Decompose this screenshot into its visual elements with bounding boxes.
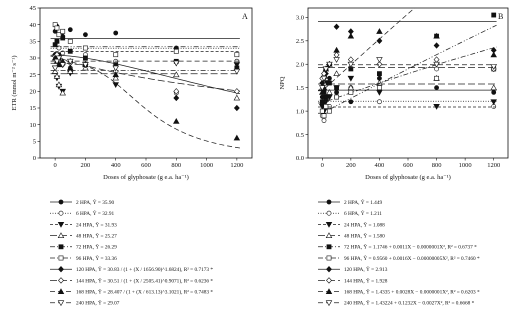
data-point xyxy=(55,26,59,30)
y-axis-label: ETR (mmol m⁻² s⁻¹) xyxy=(11,55,18,111)
data-point xyxy=(61,29,65,33)
data-point xyxy=(492,90,496,94)
y-tick-label: 0.0 xyxy=(295,155,304,163)
x-tick-label: 800 xyxy=(171,162,182,169)
x-axis-label: Doses of glyphosate (g e.a. ha⁻¹) xyxy=(365,174,451,181)
data-point xyxy=(327,81,331,85)
panel-label: A xyxy=(242,12,248,21)
legend-entry: 2 HPA, Ŷ = 1.449 xyxy=(344,199,383,206)
legend-entry: 24 HPA, Ŷ = 31.93 xyxy=(76,222,117,229)
data-point xyxy=(114,31,118,35)
data-point xyxy=(55,39,59,43)
x-tick-label: 1200 xyxy=(487,162,501,169)
x-tick-label: 800 xyxy=(431,162,442,169)
data-point xyxy=(322,114,326,118)
legend-entry: 144 HPA, Ŷ = 30.51 / (1 + (X / 2505.41)^0.9071), R² = 0.6236 * xyxy=(76,278,214,285)
x-tick-label: 600 xyxy=(141,162,151,169)
x-tick-label: 0 xyxy=(53,162,57,169)
data-point xyxy=(83,33,87,37)
legend-marker xyxy=(59,200,63,204)
data-point xyxy=(68,28,72,32)
legend-entry: 168 HPA, Ŷ = 1.4335 + 0.0028X − 0.0000001X², R² = 0.6203 * xyxy=(344,289,480,296)
y-axis-label: NPQ xyxy=(279,76,286,90)
legend-entry: 24 HPA, Ŷ = 1.088 xyxy=(344,222,385,229)
y-tick-label: 5 xyxy=(32,138,36,146)
legend-entry: 2 HPA, Ŷ = 35.90 xyxy=(76,199,115,206)
legend-entry: 168 HPA, Ŷ = 28.407 / (1 + (X / 613.13)^3.1021), R² = 0.7483 * xyxy=(76,289,214,296)
x-tick-label: 1000 xyxy=(200,162,214,169)
y-tick-label: 0 xyxy=(32,155,36,163)
data-point xyxy=(492,13,496,17)
y-tick-label: 20 xyxy=(29,88,36,96)
x-tick-label: 1000 xyxy=(458,162,472,169)
data-point xyxy=(377,100,381,104)
y-tick-label: 15 xyxy=(29,105,36,113)
legend-marker xyxy=(59,211,63,215)
legend-marker xyxy=(327,256,331,260)
legend-entry: 120 HPA, Ŷ = 30.83 / (1 + (X / 1656.90)^1.6824), R² = 0.7173 * xyxy=(76,267,214,274)
y-tick-label: 45 xyxy=(29,5,36,13)
data-point xyxy=(324,104,328,108)
x-tick-label: 200 xyxy=(345,162,356,169)
legend-entry: 240 HPA, Ŷ = 29.07 xyxy=(76,300,120,307)
x-tick-label: 400 xyxy=(110,162,121,169)
data-point xyxy=(334,95,338,99)
y-tick-label: 1.5 xyxy=(295,84,304,92)
x-axis-label: Doses of glyphosate (g e.a. ha⁻¹) xyxy=(103,174,189,181)
legend-marker xyxy=(327,245,331,249)
legend-entry: 240 HPA, Ŷ = 1.43224 + 0.1232X − 0.0027X², R² = 0.6668 * xyxy=(344,300,475,307)
data-point xyxy=(334,86,338,90)
x-tick-label: 600 xyxy=(403,162,413,169)
data-point xyxy=(322,118,326,122)
data-point xyxy=(68,39,72,43)
data-point xyxy=(174,49,178,53)
data-point xyxy=(434,76,438,80)
legend-entry: 120 HPA, Ŷ = 2.913 xyxy=(344,267,388,274)
legend-entry: 48 HPA, Ŷ = 1.580 xyxy=(344,233,385,240)
y-tick-label: 40 xyxy=(29,21,36,29)
panel-label: B xyxy=(498,12,504,21)
data-point xyxy=(324,95,328,99)
legend-entry: 72 HPA, Ŷ = 1.1746 + 0.0011X − 0.0000001X², R² = 0.6737 * xyxy=(344,244,477,251)
y-tick-label: 2.0 xyxy=(295,61,304,69)
legend-entry: 96 HPA, Ŷ = 0.9560 + 0.0016X − 0.00000005X², R² = 0.7460 * xyxy=(344,255,480,262)
legend-entry: 6 HPA, Ŷ = 32.91 xyxy=(76,211,115,218)
x-tick-label: 1200 xyxy=(230,162,244,169)
data-point xyxy=(327,109,331,113)
legend-entry: 72 HPA, Ŷ = 26.29 xyxy=(76,244,117,251)
y-tick-label: 30 xyxy=(29,55,36,63)
x-tick-label: 0 xyxy=(320,162,324,169)
y-tick-label: 0.5 xyxy=(295,131,304,139)
legend-marker xyxy=(59,256,63,260)
legend-marker xyxy=(327,211,331,215)
data-point xyxy=(377,86,381,90)
data-point xyxy=(320,100,324,104)
data-point xyxy=(349,100,353,104)
y-tick-label: 1.0 xyxy=(295,108,304,116)
y-tick-label: 35 xyxy=(29,38,36,46)
data-point xyxy=(349,90,353,94)
legend-entry: 48 HPA, Ŷ = 25.27 xyxy=(76,233,117,240)
y-tick-label: 3.0 xyxy=(295,14,304,22)
legend-marker xyxy=(327,200,331,204)
data-point xyxy=(83,46,87,50)
legend-entry: 144 HPA, Ŷ = 1.928 xyxy=(344,278,388,285)
data-point xyxy=(434,86,438,90)
data-point xyxy=(235,53,239,57)
data-point xyxy=(320,109,324,113)
y-tick-label: 25 xyxy=(29,71,36,79)
legend-entry: 6 HPA, Ŷ = 1.211 xyxy=(344,211,382,218)
data-point xyxy=(114,53,118,57)
x-tick-label: 200 xyxy=(80,162,91,169)
data-point xyxy=(377,72,381,76)
y-tick-label: 2.5 xyxy=(295,38,304,46)
x-tick-label: 400 xyxy=(374,162,385,169)
y-tick-label: 10 xyxy=(29,121,36,129)
legend-entry: 96 HPA, Ŷ = 33.36 xyxy=(76,255,117,262)
data-point xyxy=(68,49,72,53)
legend-marker xyxy=(59,245,63,249)
